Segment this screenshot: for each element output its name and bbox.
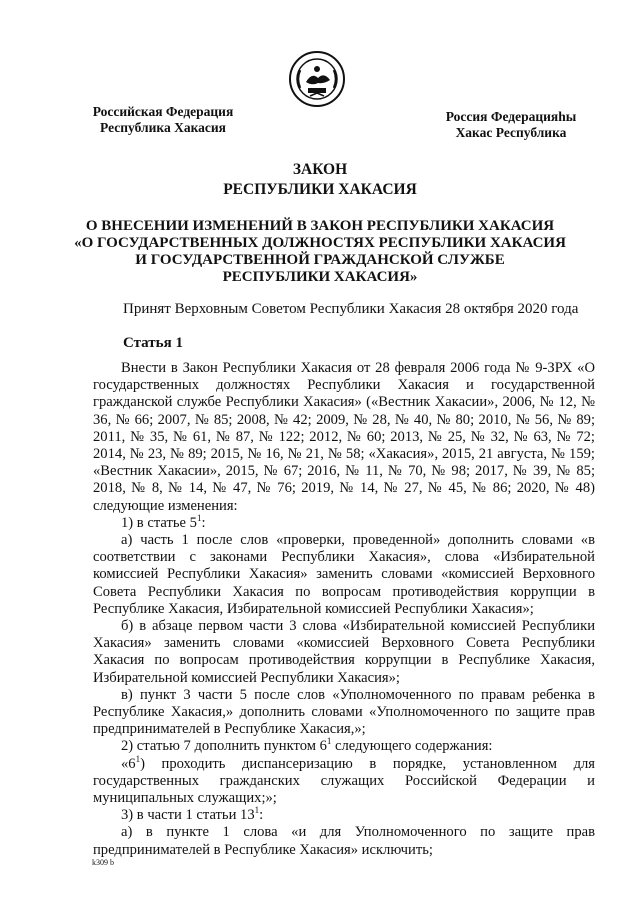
document-title-line4: РЕСПУБЛИКИ ХАКАСИЯ»	[222, 269, 418, 285]
header-right-republic: Хакас Республика	[455, 125, 567, 140]
header-left	[88, 104, 238, 136]
article-body	[93, 360, 595, 859]
document-title-line1: О ВНЕСЕНИИ ИЗМЕНЕНИЙ В ЗАКОН РЕСПУБЛИКИ ХАКАСИЯ	[85, 218, 555, 234]
adoption-note: Принят Верховным Советом Республики Хакасия 28 октября 2020 года	[123, 301, 579, 317]
paragraph-item-2: 2) статью 7 дополнить пунктом $6^1$ следующего содержания:	[121, 736, 493, 755]
paragraph-intro: Внести в Закон Республики Хакасия от 28 февраля 2006 года № 9-ЗРХ «О государственных должностях Республики Хакасия и государственной гражданской службе Республики Хакасия» («Вестник Хакасии», 2006, № 12, № 36, № 66; 2007, № 85; 2008, № 42; 2009, № 28, № 40, № 80; 2010, № 56, № 89; 2011, № 35, № 61, № 87, № 122; 2012, № 60; 2013, № 25, № 32, № 63, № 72; 2014, № 23, № 89; 2015, № 16, № 21, № 58; «Хакасия», 2015, 21 августа, № 159; «Вестник Хакасии», 2015, № 67; 2016, № 11, № 70, № 98; 2017, № 39, № 85; 2018, № 8, № 14, № 47, № 76; 2019, № 14, № 27, № 45, № 86; 2020, № 48) следующие изменения:	[93, 360, 595, 514]
paragraph-item-1c: в) пункт 3 части 5 после слов «Уполномоченного по правам ребенка в Республике Хакасия,» дополнить словами «Уполномоченного по защите прав предпринимателей в Республике Хакасия,»;	[93, 686, 595, 738]
emblem-icon	[288, 50, 346, 108]
document-title-line2: «О ГОСУДАРСТВЕННЫХ ДОЛЖНОСТЯХ РЕСПУБЛИКИ ХАКАСИЯ	[74, 235, 566, 251]
document-title-line3: И ГОСУДАРСТВЕННОЙ ГРАЖДАНСКОЙ СЛУЖБЕ	[135, 252, 505, 268]
paragraph-quoted-item: «$6^1$) проходить диспансеризацию в порядке, установленном для государственных гражданских служащих Российской Федерации и муниципальных служащих;»;	[93, 753, 595, 807]
article-heading: Статья 1	[123, 335, 183, 351]
document-title	[60, 218, 580, 286]
paragraph-item-3: 3) в части 1 статьи $13^1$:	[121, 805, 264, 824]
document-type	[0, 160, 640, 200]
document-type-line2: РЕСПУБЛИКИ ХАКАСИЯ	[223, 181, 417, 198]
paragraph-item-3a: а) в пункте 1 слова «и для Уполномоченного по защите прав предпринимателей в Республике Хакасия» исключить;	[93, 824, 595, 858]
header-right-country: Россия Федерацияһы	[445, 109, 577, 124]
document-type-line1: ЗАКОН	[292, 161, 348, 178]
footer-code: k309 b	[92, 858, 114, 867]
paragraph-item-1b: б) в абзаце первом части 3 слова «Избирательной комиссией Республики Хакасия» заменить словами «комиссией Верховного Совета Республики Хакасия по вопросам противодействия коррупции в Республике Хакасия, Избирательной комиссией Республики Хакасия»;	[93, 618, 595, 686]
paragraph-item-1a: а) часть 1 после слов «проверки, проведенной» дополнить словами «в соответствии с законами Республики Хакасия», слова «Избирательной комиссией Республики Хакасия» заменить словами «комиссией Верховного Совета Республики Хакасия по вопросам противодействия коррупции в Республике Хакасия, Избирательной комиссией Республики Хакасия»;	[93, 532, 595, 617]
header-right	[436, 109, 586, 141]
paragraph-item-1: 1) в статье $5^1$:	[121, 512, 206, 531]
header-left-republic: Республика Хакасия	[100, 120, 226, 135]
header-left-country: Российская Федерация	[92, 104, 234, 119]
